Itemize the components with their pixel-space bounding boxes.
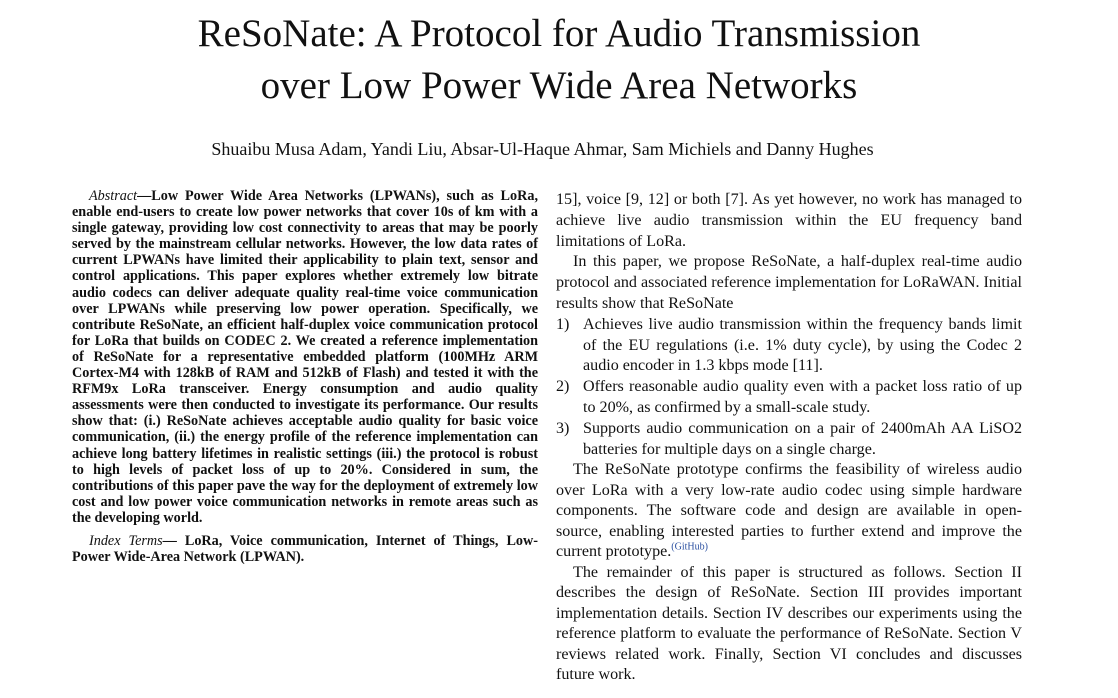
contribution-list: [556, 315, 1022, 461]
intro-paragraph-prototype: [556, 460, 1022, 563]
abstract-text: —Low Power Wide Area Networks (LPWANs), such as LoRa, enable end-users to create low power networks that cover 10s of km with a single gateway, providing low cost connectivity to areas that may be poorly served by the mainstream cellular networks. However, the low data rates of current LPWANs have limited their applicability to plain text, sensor and control applications. This paper explores whether extremely low bitrate audio codecs can deliver adequate quality real-time voice communication over LPWANs while preserving low power operation. Specifically, we contribute ReSoNate, an efficient half-duplex voice communication protocol for LoRa that builds on CODEC 2. We created a reference implementation of ReSoNate for a representative embedded platform (100MHz ARM Cortex-M4 with 128kB of RAM and 512kB of Flash) and tested it with the RFM9x LoRa transceiver. Energy consumption and audio quality assessments were then conducted to investigate its performance. Our results show that: (i.) ReSoNate achieves acceptable audio quality for basic voice communication, (ii.) the energy profile of the reference implementation can achieve long battery lifetimes in realistic settings (iii.) the protocol is robust to high levels of packet loss of up to 20%. Considered in sum, the contributions of this paper pave the way for the deployment of extremely low cost and low power voice communication networks in remote areas such as the developing world.: [72, 188, 538, 526]
author-list: Shuaibu Musa Adam, Yandi Liu, Absar-Ul-Haque Ahmar, Sam Michiels and Danny Hughes: [211, 139, 874, 159]
intro-paragraph-structure: The remainder of this paper is structured as follows. Section II describes the design of ReSoNate. Section III provides important implementation details. Section IV describes our experiments using the reference platform to evaluate the performance of ReSoNate. Section V reviews related work. Finally, Section VI concludes and discusses future work.: [556, 563, 1022, 684]
index-terms-text: — LoRa, Voice communication, Internet of Things, Low-Power Wide-Area Network (LPWAN).: [72, 532, 538, 566]
abstract-label: Abstract: [89, 188, 138, 204]
list-item: [556, 377, 1022, 419]
list-item-text: Achieves live audio transmission within the frequency bands limit of the EU regulations (i.e. 1% duty cycle), by using the Codec 2 audio encoder in 1.3 kbps mode [11].: [583, 315, 1022, 375]
list-item-number: 2): [556, 378, 570, 396]
introduction-column: [556, 190, 1022, 686]
list-item-text: Supports audio communication on a pair of 2400mAh AA LiSO2 batteries for multiple days on a single charge.: [583, 419, 1022, 458]
intro-paragraph-continued: 15], voice [9, 12] or both [7]. As yet however, no work has managed to achieve live audio transmission within the EU frequency band limitations of LoRa.: [556, 191, 1022, 250]
list-item-number: 1): [556, 315, 570, 333]
list-item: [556, 315, 1022, 377]
paper-title: [0, 8, 1118, 112]
github-link[interactable]: (GitHub): [671, 542, 708, 553]
title-line-2: over Low Power Wide Area Networks: [260, 64, 858, 107]
list-item-text: Offers reasonable audio quality even with a packet loss ratio of up to 20%, as confirmed by a small-scale study.: [583, 378, 1022, 416]
list-item: [556, 419, 1022, 461]
title-line-1: ReSoNate: A Protocol for Audio Transmission: [197, 12, 921, 55]
intro-paragraph-proposal: In this paper, we propose ReSoNate, a half-duplex real-time audio protocol and associated reference implementation for LoRaWAN. Initial results show that ReSoNate: [556, 253, 1022, 312]
index-terms-paragraph: [72, 533, 538, 565]
prototype-text: The ReSoNate prototype confirms the feasibility of wireless audio over LoRa with a very low-rate audio codec using simple hardware components. The software code and design are available in open-source, enabling interested parties to further extend and improve the current prototype.: [556, 461, 1022, 561]
abstract-column: [72, 188, 538, 565]
index-terms-label: Index Terms: [89, 532, 163, 549]
list-item-number: 3): [556, 419, 570, 437]
abstract-paragraph: [72, 188, 538, 526]
